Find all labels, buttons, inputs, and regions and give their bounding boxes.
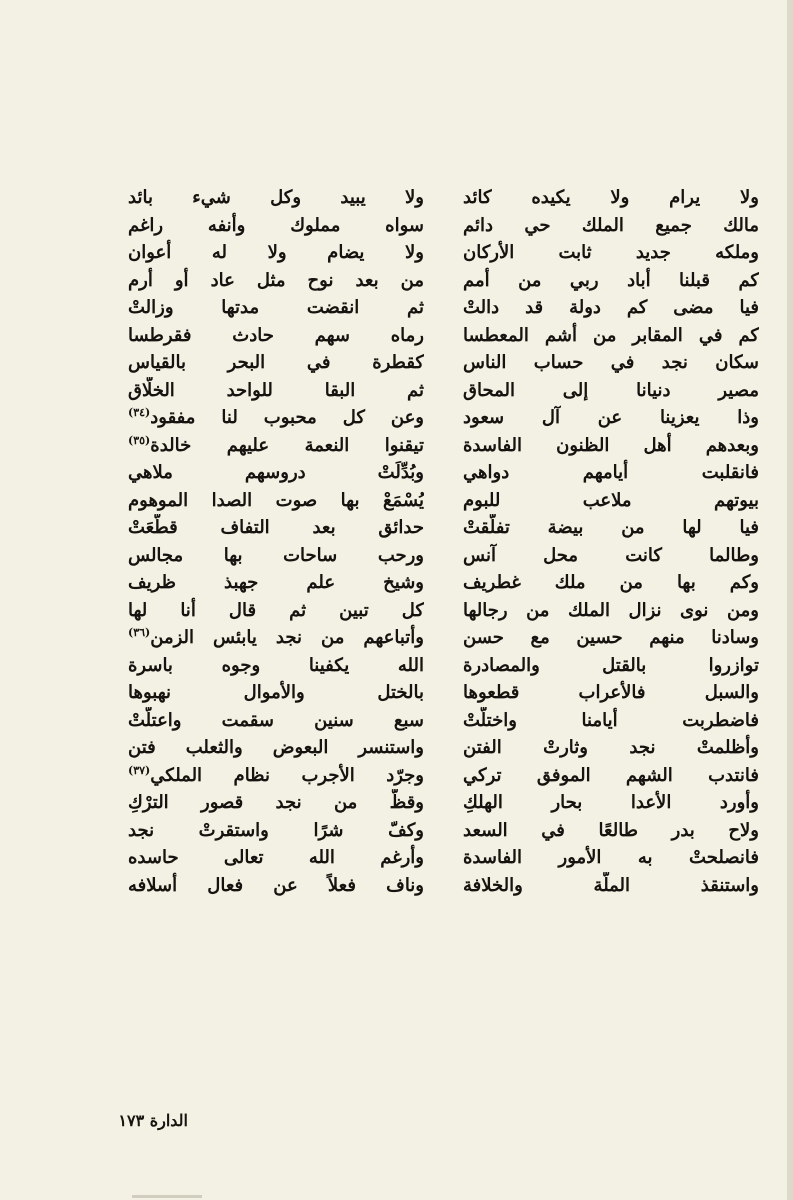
verse-text: وبُدِّلَتْ دروسهم ملاهي (128, 462, 424, 483)
verse-left-line (128, 679, 424, 707)
verse-left-line (128, 789, 424, 817)
verse-text: بالختل والأموال نهبوها (128, 682, 424, 703)
verse-left-line (128, 569, 424, 597)
verse-text: والسبل فالأعراب قطعوها (463, 682, 759, 703)
verse-text: فيا مضى كم دولة قد دالتْ (463, 297, 759, 318)
verse-left-line (128, 597, 424, 625)
verse-right-line (463, 597, 759, 625)
verse-text: ولاح بدر طالعًا في السعد (463, 819, 759, 841)
verse-text: سواه مملوك وأنفه راغم (128, 214, 424, 236)
verse-text: يُسْمَعْ بها صوت الصدا الموهوم (128, 489, 424, 511)
verse-left-line (128, 322, 424, 350)
verse-text: سبع سنين سقمت واعتلّتْ (128, 709, 424, 731)
verse-text: كم قبلنا أباد ربي من أمم (463, 269, 759, 291)
verse-text: سكان نجد في حساب الناس (463, 352, 759, 373)
verse-left-line (128, 294, 424, 322)
verse-text: فاضطربت أيامنا واختلّتْ (463, 709, 759, 731)
verse-right-line (463, 349, 759, 377)
verse-text: كقطرة في البحر بالقياس (128, 352, 424, 373)
next-page-edge (132, 1192, 202, 1200)
verse-text: فانتدب الشهم الموفق تركي (463, 764, 759, 786)
verse-text: رماه سهم حادث فقرطسا (128, 324, 424, 346)
verse-text: فيا لها من بيضة تفلّقتْ (463, 517, 759, 538)
verse-left-line (128, 404, 424, 432)
verse-right-line (463, 734, 759, 762)
footnote-marker: (٣٤) (128, 406, 151, 419)
verse-text: واستنقذ الملّة والخلافة (463, 874, 759, 896)
verse-right-line (463, 844, 759, 872)
verse-text: وشيخ علم جهبذ ظريف (128, 572, 424, 593)
verse-right-line (463, 789, 759, 817)
verse-text: حدائق بعد التفاف قطّعَتْ (128, 517, 424, 538)
verse-text: ورحب ساحات بها مجالس (128, 544, 424, 566)
page-folio: الدارة ١٧٣ (118, 1111, 188, 1130)
page-edge-shadow (787, 0, 793, 1200)
verse-text: كم في المقابر من أشم المعطسا (463, 324, 759, 346)
verse-text: ثم انقضت مدتها وزالتْ (128, 297, 424, 318)
footnote-marker: (٣٦) (128, 626, 151, 639)
verse-left-line (128, 652, 424, 680)
verse-text: وأتباعهم من نجد يابئس الزمن (150, 627, 424, 648)
verse-left-line (128, 377, 424, 405)
verse-right-line (463, 487, 759, 515)
verse-right-line (463, 872, 759, 900)
verse-left-line (128, 762, 424, 790)
verse-right-line (463, 322, 759, 350)
verse-left-line (128, 432, 424, 460)
verse-text: وبعدهم أهل الظنون الفاسدة (463, 434, 759, 456)
verse-left-line (128, 624, 424, 652)
verse-text: وكفّ شرًا واستقرتْ نجد (128, 819, 424, 841)
verse-left-line (128, 487, 424, 515)
footnote-marker: (٣٥) (128, 433, 151, 447)
verse-right-line (463, 432, 759, 460)
poem-left-column (128, 184, 424, 899)
verse-right-line (463, 459, 759, 487)
verse-left-line (128, 542, 424, 570)
verse-right-line (463, 679, 759, 707)
verse-text: من بعد نوح مثل عاد أو أرم (128, 269, 424, 291)
verse-left-line (128, 239, 424, 267)
verse-right-line (463, 267, 759, 295)
verse-right-line (463, 514, 759, 542)
verse-text: واستنسر البعوض والثعلب فتن (128, 737, 424, 758)
footnote-marker: (٣٧) (128, 763, 151, 777)
verse-text: وكم بها من ملك غطريف (463, 572, 759, 593)
verse-text: ولا يرام ولا يكيده كائد (463, 187, 759, 208)
verse-left-line (128, 707, 424, 735)
verse-left-line (128, 184, 424, 212)
verse-right-line (463, 184, 759, 212)
verse-text: وأظلمتْ نجد وثارتْ الفتن (463, 737, 759, 758)
verse-left-line (128, 514, 424, 542)
verse-left-line (128, 844, 424, 872)
verse-text: مالك جميع الملك حي دائم (463, 214, 759, 236)
verse-left-line (128, 267, 424, 295)
verse-text: وذا يعزينا عن آل سعود (463, 407, 759, 428)
verse-text: ثم البقا للواحد الخلّاق (128, 379, 424, 401)
verse-right-line (463, 817, 759, 845)
verse-right-line (463, 542, 759, 570)
verse-text: فانصلحتْ به الأمور الفاسدة (463, 847, 759, 868)
verse-right-line (463, 212, 759, 240)
verse-left-line (128, 349, 424, 377)
verse-text: وقظّ من نجد قصور الترْكِ (128, 792, 424, 813)
verse-text: بيوتهم ملاعب للبوم (463, 489, 759, 511)
verse-text: كل تبين ثم قال أنا لها (128, 599, 424, 621)
verse-right-line (463, 652, 759, 680)
verse-text: وأورد الأعدا بحار الهلكِ (463, 792, 759, 813)
verse-left-line (128, 734, 424, 762)
verse-left-line (128, 459, 424, 487)
verse-text: ومن نوى نزال الملك من رجالها (463, 599, 759, 621)
verse-text: ولا يضام ولا له أعوان (128, 242, 424, 263)
verse-right-line (463, 377, 759, 405)
verse-right-line (463, 239, 759, 267)
poem-right-column (463, 184, 759, 899)
verse-text: الله يكفينا وجوه باسرة (128, 654, 424, 676)
verse-right-line (463, 762, 759, 790)
verse-text: وأرغم الله تعالى حاسده (128, 847, 424, 868)
verse-text: وعن كل محبوب لنا مفقود (150, 407, 424, 428)
verse-text: فانقلبت أيامهم دواهي (463, 462, 759, 483)
verse-text: وناف فعلاً عن فعال أسلافه (128, 874, 424, 896)
verse-right-line (463, 294, 759, 322)
verse-text: توازروا بالقتل والمصادرة (463, 654, 759, 676)
verse-left-line (128, 817, 424, 845)
verse-left-line (128, 212, 424, 240)
verse-text: مصير دنيانا إلى المحاق (463, 379, 759, 401)
verse-text: تيقنوا النعمة عليهم خالدة (150, 434, 424, 456)
verse-text: وجرّد الأجرب نظام الملكي (150, 764, 424, 786)
verse-text: وملكه جديد ثابت الأركان (463, 242, 759, 263)
verse-text: وطالما كانت محل آنس (463, 544, 759, 566)
verse-right-line (463, 569, 759, 597)
verse-left-line (128, 872, 424, 900)
verse-right-line (463, 707, 759, 735)
verse-text: وسادنا منهم حسين مع حسن (463, 627, 759, 648)
verse-text: ولا يبيد وكل شيء بائد (128, 187, 424, 208)
verse-right-line (463, 624, 759, 652)
verse-right-line (463, 404, 759, 432)
